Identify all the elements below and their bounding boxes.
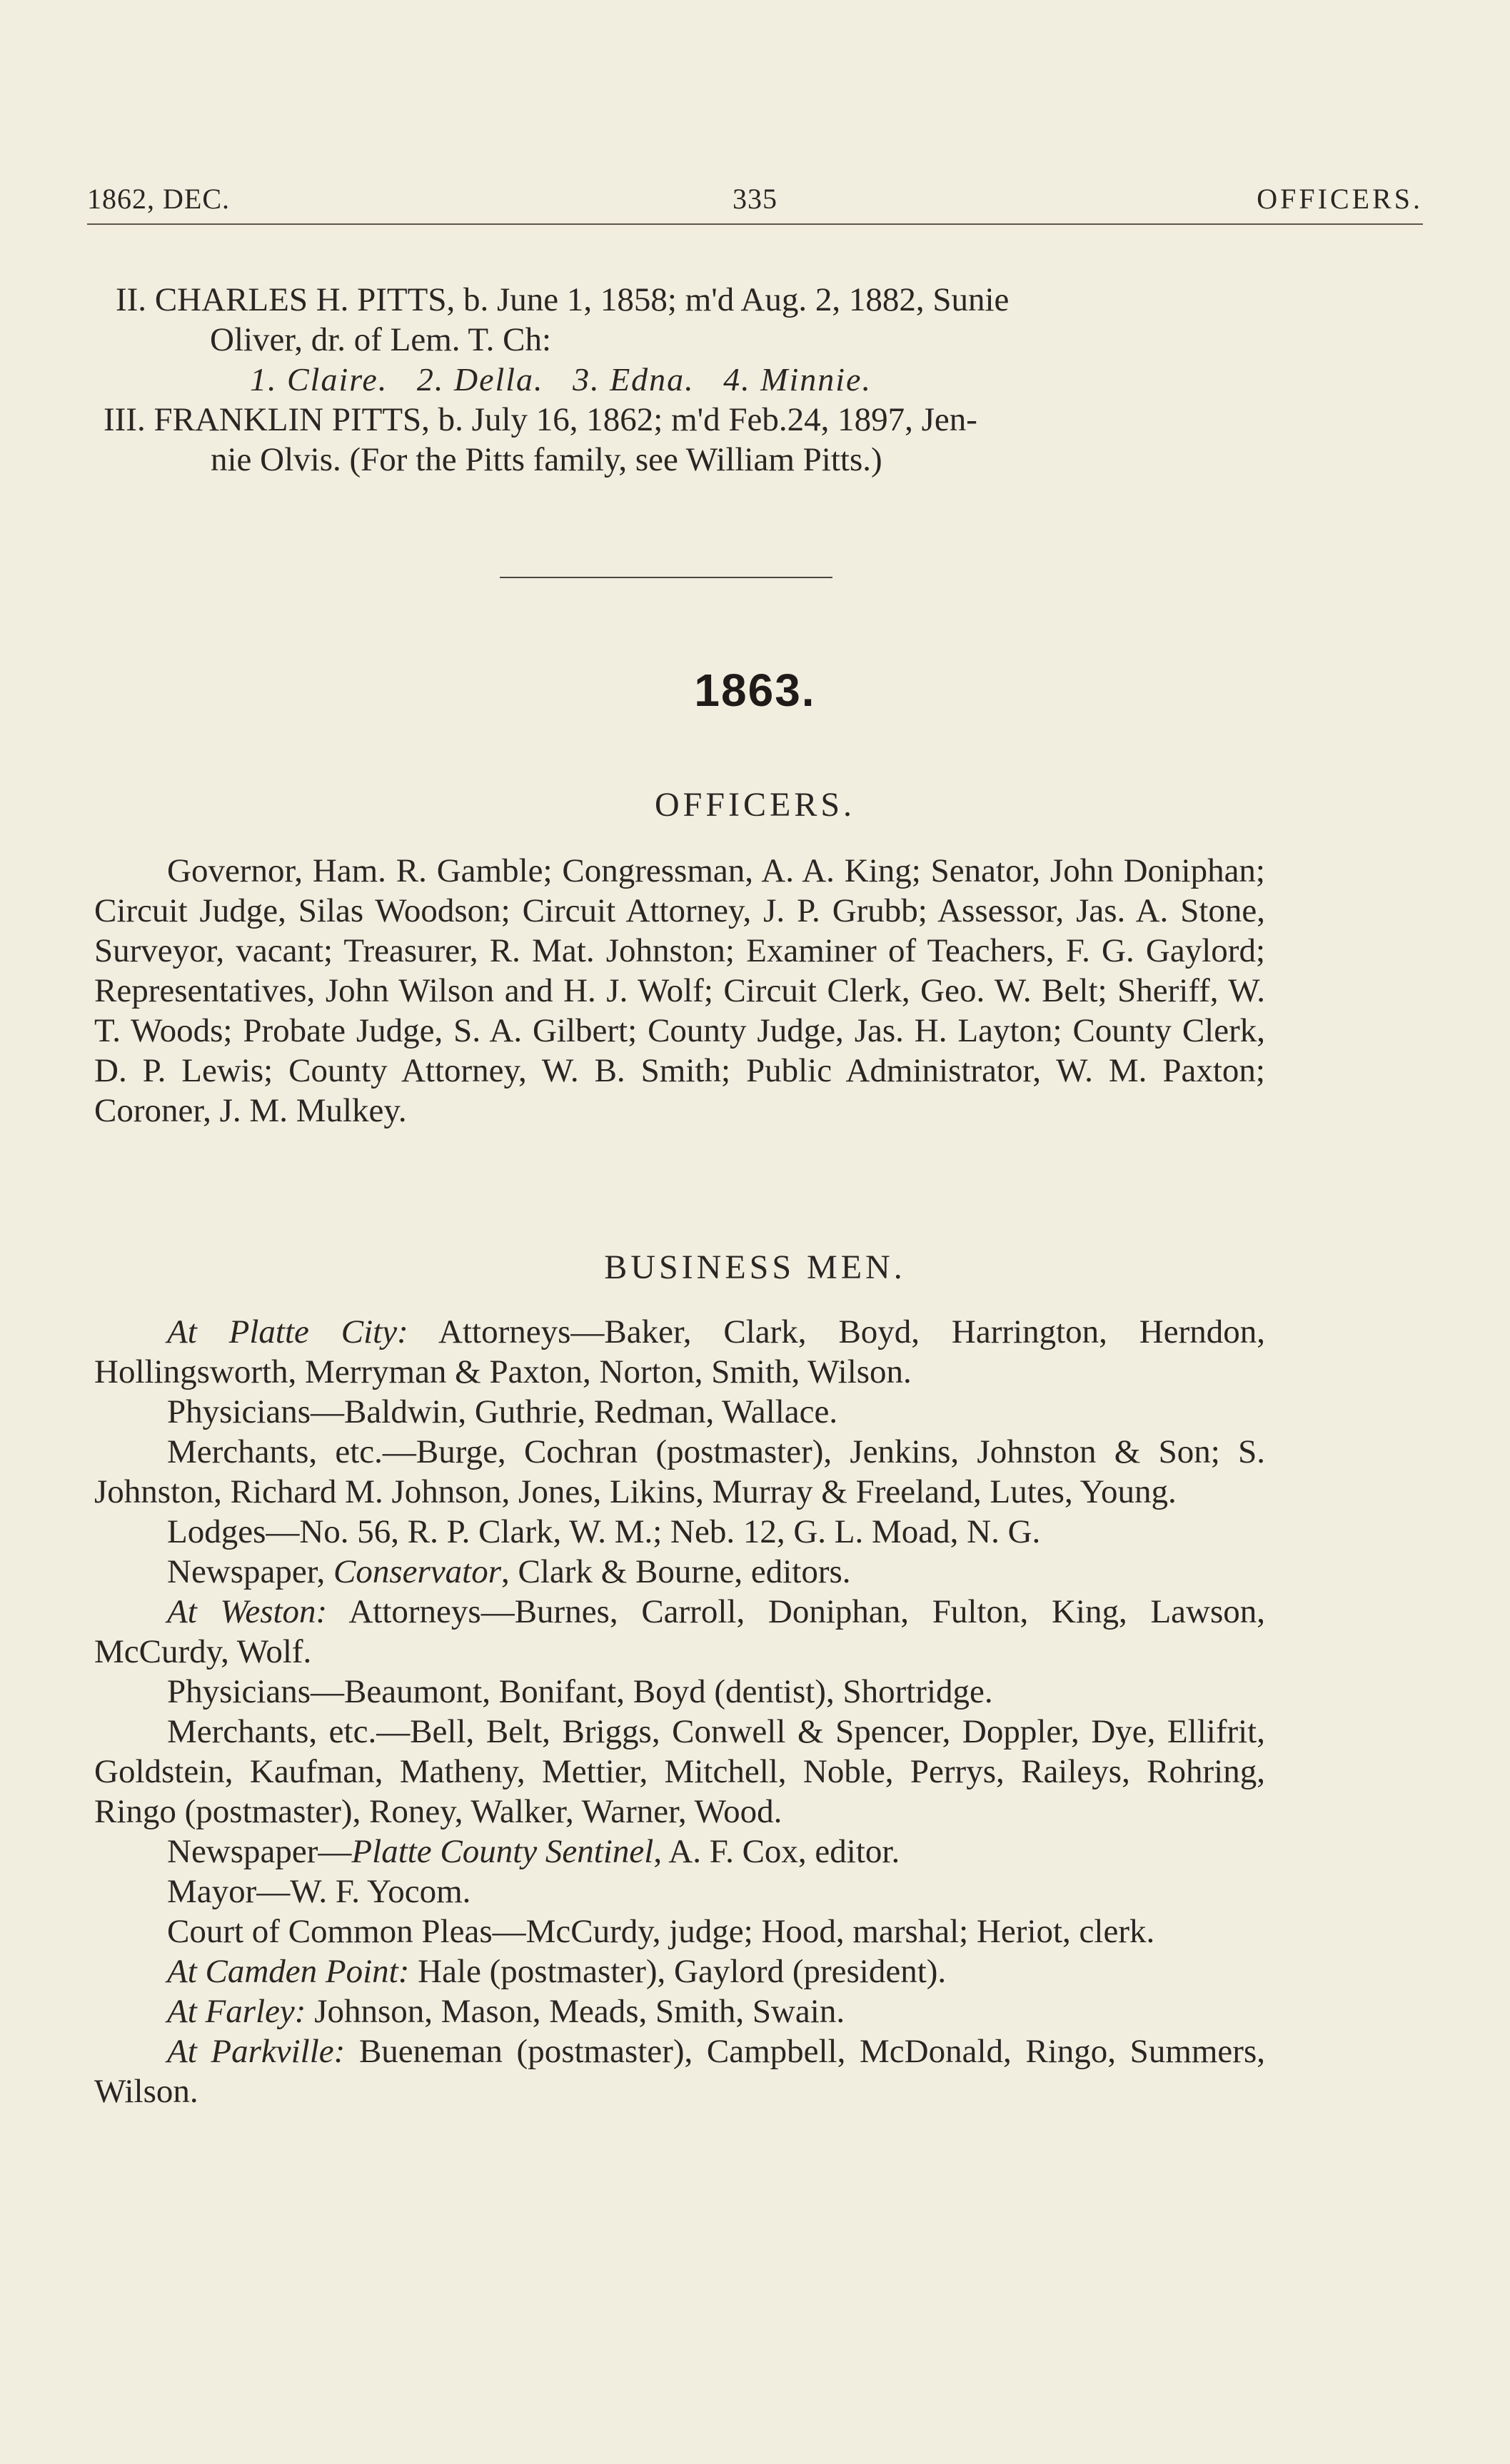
business-paragraph: Merchants, etc.—Bell, Belt, Briggs, Conwell & Spencer, Doppler, Dye, Ellifrit, Goldstein, Kaufman, Matheny, Mettier, Mitchell, Noble, Perrys, Raileys, Rohring, Ringo (postmaster), Roney, Walker, Warner, Wood. [94,1713,1265,1830]
header-section: OFFICERS. [1257,183,1423,215]
business-paragraph: Court of Common Pleas—McCurdy, judge; Hood, marshal; Heriot, clerk. [167,1913,1155,1950]
entry-charles-pitts [116,280,1272,400]
business-paragraph: At Camden Point: Hale (postmaster), Gaylord (president). [167,1953,947,1990]
business-paragraph: At Farley: Johnson, Mason, Meads, Smith, Swain. [167,1993,845,2030]
section-divider [500,577,832,578]
entry-numeral: III. [104,401,146,438]
officers-paragraph: Governor, Ham. R. Gamble; Congressman, A. A. King; Senator, John Doniphan; Circuit Judge, Silas Woodson; Circuit Attorney, J. P. Grubb; Assessor, Jas. A. Stone, Surveyor, vacant; Treasurer, R. Mat. Johnston; Examiner of Teachers, F. G. Gaylord; Representatives, John Wilson and H. J. Wolf; Circuit Clerk, Geo. W. Belt; Sheriff, W. T. Woods; Probate Judge, S. A. Gilbert; County Judge, Jas. H. Layton; County Clerk, D. P. Lewis; County Attorney, W. B. Smith; Public Administrator, W. M. Paxton; Coroner, J. M. Mulkey. [94,852,1265,1129]
business-body [94,1312,1265,2111]
entry-line: nie Olvis. (For the Pitts family, see William Pitts.) [211,441,882,478]
business-paragraph: Merchants, etc.—Burge, Cochran (postmaster), Jenkins, Johnston & Son; S. Johnston, Richard M. Johnson, Jones, Likins, Murray & Freeland, Lutes, Young. [94,1433,1265,1510]
business-paragraph: Mayor—W. F. Yocom. [167,1873,471,1910]
child-name: 4. Minnie. [723,361,872,398]
entry-line: FRANKLIN PITTS, b. July 16, 1862; m'd Feb.24, 1897, Jen- [153,401,977,438]
business-paragraph: Lodges—No. 56, R. P. Clark, W. M.; Neb. 12, G. L. Moad, N. G. [167,1513,1041,1550]
header-date: 1862, DEC. [87,183,230,215]
business-paragraph: Newspaper, Conservator, Clark & Bourne, editors. [167,1553,851,1590]
child-name: 3. Edna. [573,361,695,398]
officers-heading: OFFICERS. [654,786,856,824]
child-name: 1. Claire. [250,361,388,398]
business-paragraph: At Weston: Attorneys—Burnes, Carroll, Doniphan, Fulton, King, Lawson, McCurdy, Wolf. [94,1593,1266,1670]
child-name: 2. Della. [416,361,544,398]
entry-line: CHARLES H. PITTS, b. June 1, 1858; m'd Aug. 2, 1882, Sunie [154,281,1010,318]
business-paragraph: At Platte City: Attorneys—Baker, Clark, Boyd, Harrington, Herndon, Hollingsworth, Merryman & Paxton, Norton, Smith, Wilson. [94,1313,1265,1390]
business-paragraph: Physicians—Beaumont, Bonifant, Boyd (dentist), Shortridge. [167,1673,993,1710]
page-number: 335 [733,183,777,215]
entry-line: Oliver, dr. of Lem. T. Ch: [210,321,552,358]
officers-body [94,851,1265,1131]
entry-numeral: II. [116,281,147,318]
running-header [87,182,1423,225]
children-list [116,360,1272,400]
business-paragraph: Physicians—Baldwin, Guthrie, Redman, Wallace. [167,1393,838,1430]
year-heading: 1863. [694,665,816,716]
business-paragraph: Newspaper—Platte County Sentinel, A. F. Cox, editor. [167,1833,900,1870]
entry-franklin-pitts [104,400,1260,480]
business-heading: BUSINESS MEN. [604,1248,906,1286]
business-paragraph: At Parkville: Bueneman (postmaster), Campbell, McDonald, Ringo, Summers, Wilson. [94,2033,1265,2110]
